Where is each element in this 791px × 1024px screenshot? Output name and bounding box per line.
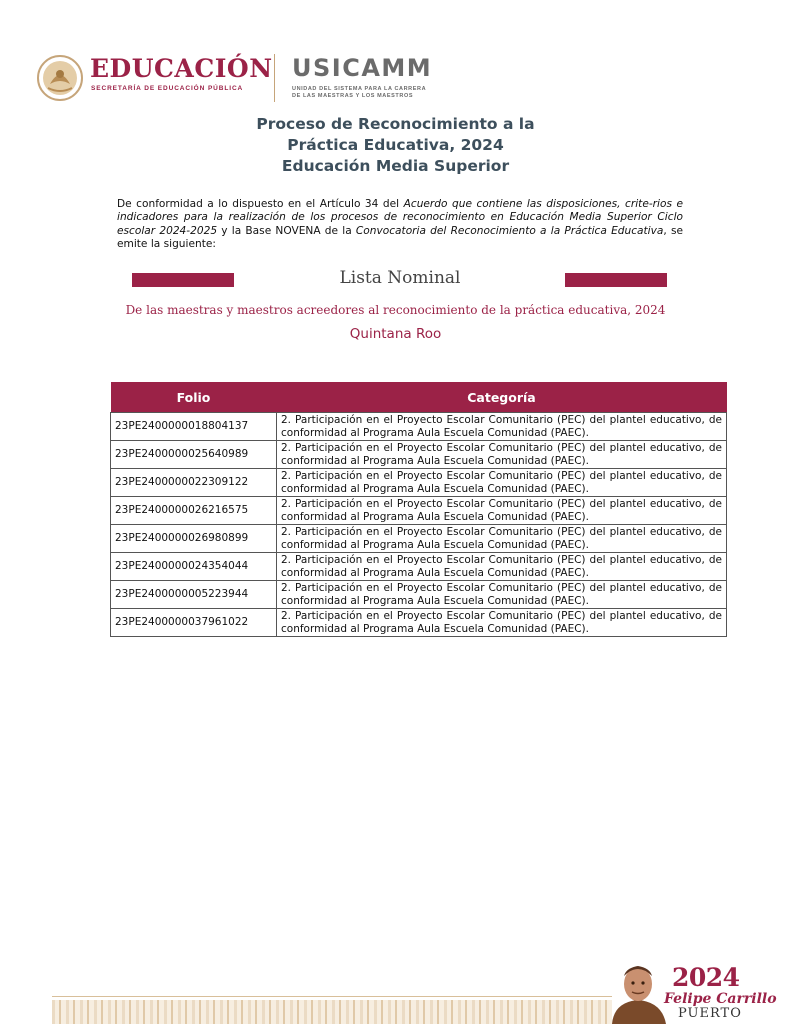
folio-cell: 23PE2400000022309122	[111, 469, 277, 497]
intro-part-3: y la Base NOVENA de la	[217, 224, 356, 237]
heading-bar-right	[565, 273, 667, 287]
table-row	[111, 553, 727, 581]
table-row	[111, 497, 727, 525]
folio-cell: 23PE2400000026980899	[111, 525, 277, 553]
folio-cell: 23PE2400000037961022	[111, 609, 277, 637]
list-subtitle: De las maestras y maestros acreedores al reconocimiento de la práctica educativa, 2024	[125, 303, 666, 317]
intro-part-4: Convocatoria del Reconocimiento a la Práctica Educativa	[355, 224, 664, 237]
column-header-folio: Folio	[111, 382, 277, 413]
list-state: Quintana Roo	[349, 326, 442, 342]
document-header	[36, 48, 556, 108]
header-divider	[274, 54, 275, 102]
table-row	[111, 469, 727, 497]
agency-subtitle-line-1: UNIDAD DEL SISTEMA PARA LA CARRERA	[292, 86, 427, 92]
folio-cell: 23PE2400000024354044	[111, 553, 277, 581]
footer-line	[52, 996, 612, 997]
intro-paragraph	[117, 198, 683, 252]
table-row	[111, 609, 727, 637]
title-line-3: Educación Media Superior	[281, 157, 510, 175]
categoria-cell: 2. Participación en el Proyecto Escolar Comunitario (PEC) del plantel educativo, de conformidad al Programa Aula Escuela Comunidad (PAEC).	[277, 441, 727, 469]
table-row	[111, 413, 727, 441]
intro-part-1: De conformidad a lo dispuesto en el Artículo 34 del	[117, 197, 404, 210]
portrait-icon	[604, 958, 672, 1024]
intro-part-5: , se emite la siguiente:	[117, 224, 683, 251]
coat-of-arms-icon	[36, 54, 84, 102]
agency-subtitle	[292, 86, 452, 100]
agency-subtitle-line-2: DE LAS MAESTRAS Y LOS MAESTROS	[292, 93, 414, 99]
title-line-2: Práctica Educativa, 2024	[287, 136, 504, 154]
org-name: EDUCACIÓN	[90, 54, 273, 83]
table-header-row	[111, 382, 727, 413]
folio-cell: 23PE2400000005223944	[111, 581, 277, 609]
folio-cell: 23PE2400000026216575	[111, 497, 277, 525]
table-row	[111, 581, 727, 609]
categoria-cell: 2. Participación en el Proyecto Escolar Comunitario (PEC) del plantel educativo, de conformidad al Programa Aula Escuela Comunidad (PAEC).	[277, 469, 727, 497]
categoria-cell: 2. Participación en el Proyecto Escolar Comunitario (PEC) del plantel educativo, de conformidad al Programa Aula Escuela Comunidad (PAEC).	[277, 581, 727, 609]
footer-ornament-band	[52, 1000, 612, 1024]
list-heading: Lista Nominal	[339, 268, 461, 288]
footer-place: PUERTO	[678, 1006, 742, 1021]
folio-cell: 23PE2400000025640989	[111, 441, 277, 469]
footer-year: 2024	[672, 963, 740, 992]
column-header-categoria: Categoría	[277, 382, 727, 413]
org-subtitle: SECRETARÍA DE EDUCACIÓN PÚBLICA	[91, 85, 244, 92]
intro-part-2: Acuerdo que contiene las disposiciones, crite-rios e indicadores para la realización de los procesos de reconocimiento en Educación Media Superior Ciclo escolar 2024-2025	[117, 197, 683, 237]
categoria-cell: 2. Participación en el Proyecto Escolar Comunitario (PEC) del plantel educativo, de conformidad al Programa Aula Escuela Comunidad (PAEC).	[277, 609, 727, 637]
categoria-cell: 2. Participación en el Proyecto Escolar Comunitario (PEC) del plantel educativo, de conformidad al Programa Aula Escuela Comunidad (PAEC).	[277, 413, 727, 441]
categoria-cell: 2. Participación en el Proyecto Escolar Comunitario (PEC) del plantel educativo, de conformidad al Programa Aula Escuela Comunidad (PAEC).	[277, 525, 727, 553]
folio-cell: 23PE2400000018804137	[111, 413, 277, 441]
footer-name: Felipe Carrillo	[664, 991, 777, 1007]
agency-name: USICAMM	[292, 54, 433, 82]
categoria-cell: 2. Participación en el Proyecto Escolar Comunitario (PEC) del plantel educativo, de conformidad al Programa Aula Escuela Comunidad (PAEC).	[277, 497, 727, 525]
table-row	[111, 441, 727, 469]
document-title	[0, 114, 791, 177]
categoria-cell: 2. Participación en el Proyecto Escolar Comunitario (PEC) del plantel educativo, de conformidad al Programa Aula Escuela Comunidad (PAEC).	[277, 553, 727, 581]
title-line-1: Proceso de Reconocimiento a la	[256, 115, 535, 133]
table-row	[111, 525, 727, 553]
nominal-list-table	[110, 382, 727, 637]
